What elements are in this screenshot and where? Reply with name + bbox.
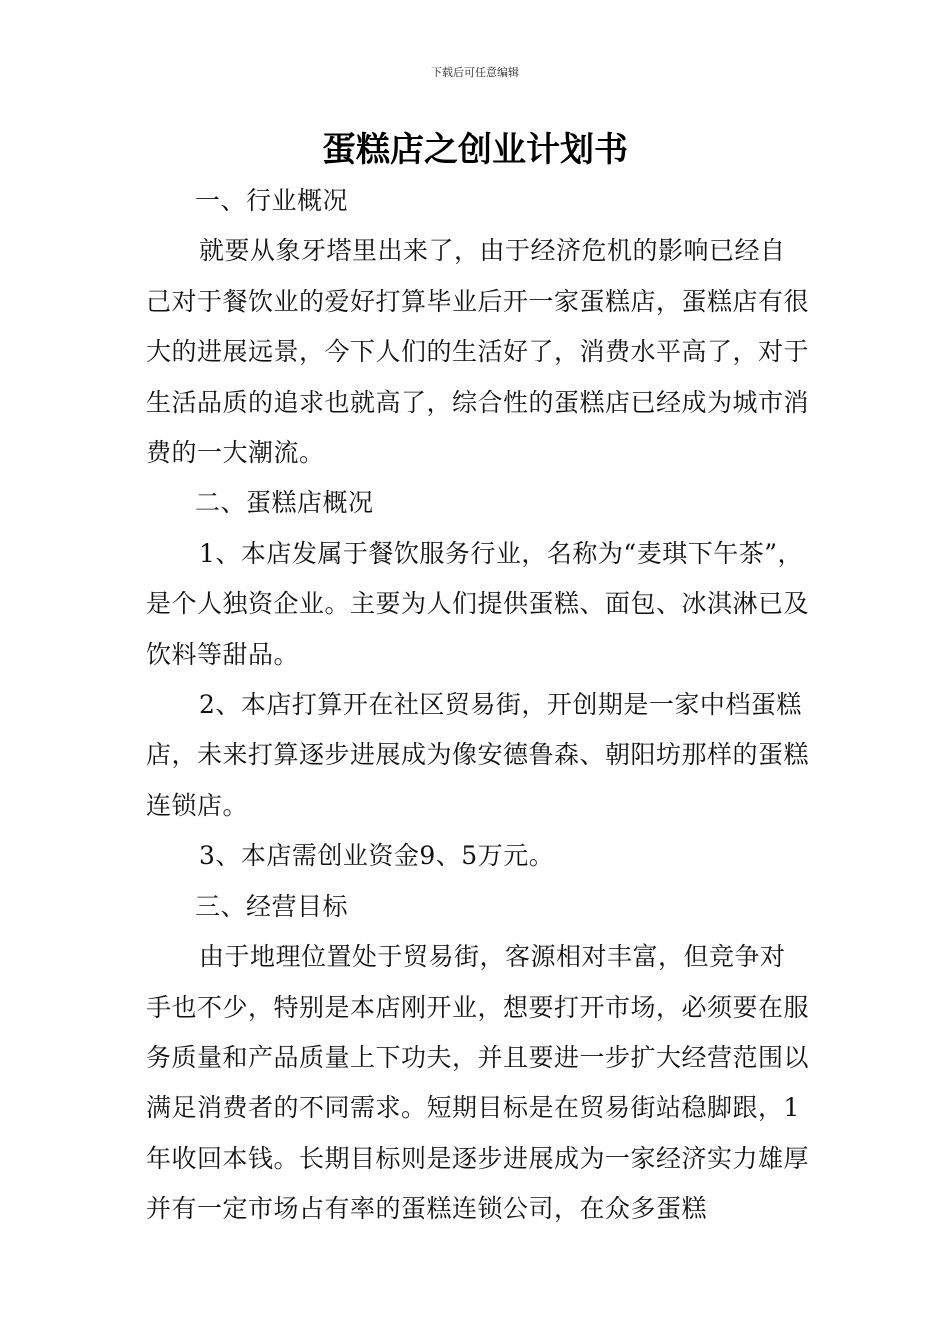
section-heading-industry: 一、行业概况 bbox=[195, 186, 349, 215]
section-heading-shop-overview: 二、蛋糕店概况 bbox=[195, 488, 374, 518]
paragraph-goals: 由于地理位置处于贸易街，客源相对丰富，但竞争对手也不少，特别是本店刚开业，想要打开市场，必须要在服务质量和产品质量上下功夫，并且要进一步扩大经营范围以满足消费者的不同需求。短期目标是在贸易街站稳脚跟，1年收回本钱。长期目标则是逐步进展成为一家经济实力雄厚并有一定市场占有率的蛋糕连锁公司，在众多蛋糕 bbox=[146, 942, 810, 1224]
paragraph-shop-type: 1、本店发属于餐饮服务行业，名称为“麦琪下午茶”，是个人独资企业。主要为人们提供蛋糕、面包、冰淇淋已及饮料等甜品。 bbox=[146, 538, 810, 669]
paragraph-industry: 就要从象牙塔里出来了，由于经济危机的影响已经自己对于餐饮业的爱好打算毕业后开一家蛋糕店，蛋糕店有很大的进展远景，今下人们的生活好了，消费水平高了，对于生活品质的追求也就高了，综合性的蛋糕店已经成为城市消费的一大潮流。 bbox=[146, 236, 810, 468]
paragraph-shop-location: 2、本店打算开在社区贸易街，开创期是一家中档蛋糕店，未来打算逐步进展成为像安德鲁森、朝阳坊那样的蛋糕连锁店。 bbox=[146, 690, 810, 820]
document-body bbox=[146, 176, 810, 1235]
paragraph-shop-funding: 3、本店需创业资金9、5万元。 bbox=[199, 841, 555, 871]
header-note: 下载后可任意编辑 bbox=[431, 66, 519, 79]
section-heading-goals: 三、经营目标 bbox=[195, 891, 349, 921]
document-title: 蛋糕店之创业计划书 bbox=[322, 130, 628, 170]
